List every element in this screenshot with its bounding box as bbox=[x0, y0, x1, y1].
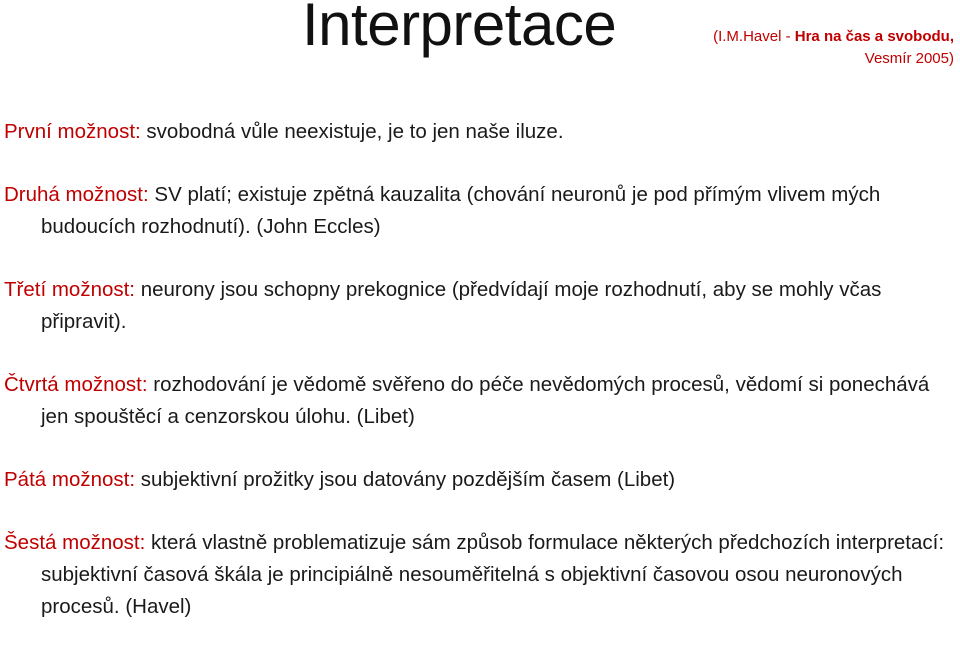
point-2-lead: Druhá možnost: bbox=[4, 183, 149, 206]
point-3 bbox=[4, 274, 954, 338]
citation-book: Hra na čas a svobodu, bbox=[794, 28, 954, 45]
citation-prefix: (I.M.Havel - bbox=[713, 28, 795, 45]
point-3-text: neurony jsou schopny prekognice (předvídají moje rozhodnutí, aby se mohly včas připravit). bbox=[41, 278, 882, 333]
point-2-text: SV platí; existuje zpětná kauzalita (chování neuronů je pod přímým vlivem mých budoucích rozhodnutí). (John Eccles) bbox=[41, 183, 881, 238]
point-5-lead: Pátá možnost: bbox=[4, 468, 136, 491]
point-3-lead: Třetí možnost: bbox=[4, 278, 136, 301]
point-4-text: rozhodování je vědomě svěřeno do péče nevědomých procesů, vědomí si ponechává jen spouštěcí a cenzorskou úlohu. (Libet) bbox=[41, 373, 930, 428]
slide-body bbox=[4, 116, 954, 654]
point-2 bbox=[4, 179, 954, 243]
slide-title: Interpretace bbox=[302, 0, 617, 58]
point-6-text: která vlastně problematizuje sám způsob formulace některých předchozích interpretací: subjektivní časová škála je principiálně nesouměřitelná s objektivní časovou osou neuronových procesů. (Havel) bbox=[41, 531, 945, 618]
point-6-lead: Šestá možnost: bbox=[4, 531, 146, 554]
point-5 bbox=[4, 464, 954, 496]
point-1-text: svobodná vůle neexistuje, je to jen naše iluze. bbox=[140, 120, 564, 143]
point-6 bbox=[4, 527, 954, 623]
point-4-lead: Čtvrtá možnost: bbox=[4, 373, 148, 396]
citation bbox=[694, 26, 954, 70]
point-1 bbox=[4, 116, 954, 148]
citation-source: Vesmír 2005) bbox=[864, 50, 954, 67]
point-5-text: subjektivní prožitky jsou datovány pozdějším časem (Libet) bbox=[135, 468, 676, 491]
point-1-lead: První možnost: bbox=[4, 120, 141, 143]
point-4 bbox=[4, 369, 954, 433]
